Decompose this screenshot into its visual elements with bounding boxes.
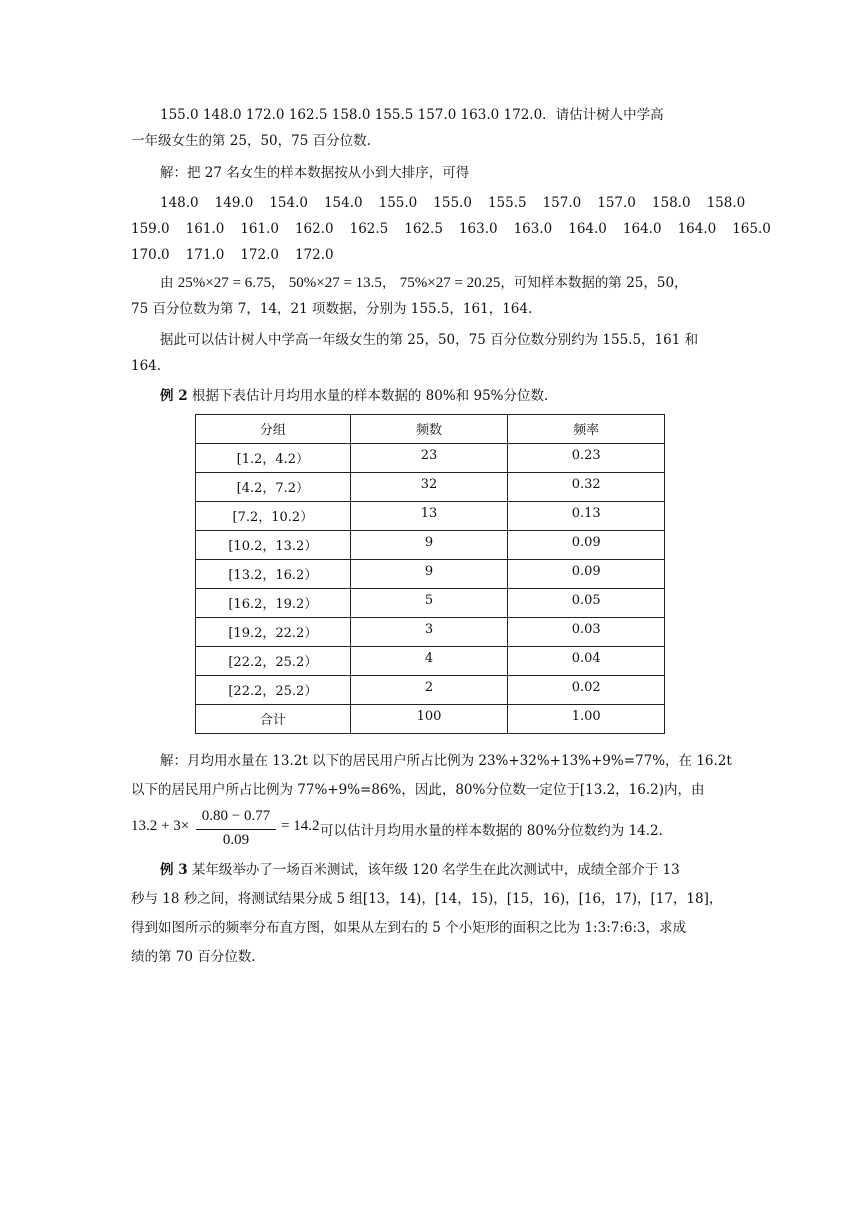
table-cell: 0.09 — [508, 531, 665, 560]
table-cell: [1.2，4.2） — [196, 444, 351, 473]
example3-line-4: 绩的第 70 百分位数. — [131, 949, 256, 965]
percentile-calculation-line: 由 25%×27 = 6.75， 50%×27 = 13.5， 75%×27 = 20.25，可知样本数据的第 25，50， — [160, 275, 688, 291]
example3-label: 例 3 — [160, 862, 188, 878]
sorted-value: 154.0 — [323, 195, 363, 211]
solution2-line-1: 解：月均用水量在 13.2t 以下的居民用户所占比例为 23%+32%+13%+9%=77%，在 16.2t — [160, 753, 732, 769]
frequency-table — [195, 414, 665, 734]
sorted-value: 157.0 — [542, 195, 582, 211]
example3-line-1 — [160, 860, 760, 880]
table-row — [196, 647, 665, 676]
sorted-value: 161.0 — [240, 221, 279, 237]
table-cell: 23 — [350, 444, 508, 473]
example2-heading — [160, 386, 760, 406]
sorted-value: 172.0 — [240, 247, 279, 263]
sorted-value: 165.0 — [732, 221, 771, 237]
formula-denominator: 0.09 — [222, 832, 250, 848]
table-cell: 0.32 — [508, 473, 665, 502]
table-cell: 0.13 — [508, 502, 665, 531]
problem1-question-line: 一年级女生的第 25，50，75 百分位数. — [131, 133, 371, 149]
table-cell: 32 — [350, 473, 508, 502]
table-cell: 0.23 — [508, 444, 665, 473]
table-cell: 合计 — [196, 705, 351, 734]
table-cell: 13 — [350, 502, 508, 531]
calc-suffix: ，可知样本数据的第 25，50， — [500, 275, 688, 291]
sorted-value: 164.0 — [568, 221, 607, 237]
sorted-value: 158.0 — [706, 195, 746, 211]
table-cell: 1.00 — [508, 705, 665, 734]
table-cell: 0.09 — [508, 560, 665, 589]
table-cell: [22.2，25.2） — [196, 647, 351, 676]
formula-right: = 14.2 — [281, 818, 320, 834]
table-cell: 2 — [350, 676, 508, 705]
table-cell: 5 — [350, 589, 508, 618]
formula-left: 13.2 + 3× — [131, 818, 190, 834]
sorted-value: 154.0 — [269, 195, 308, 211]
sorted-value: 155.0 — [378, 195, 418, 211]
example3-line-2: 秒与 18 秒之间，将测试结果分成 5 组[13，14)，[14，15)，[15，16)，[16，17)，[17，18]， — [131, 891, 723, 907]
table-cell: 9 — [350, 531, 508, 560]
conclusion1-line-1: 据此可以估计树人中学高一年级女生的第 25，50，75 百分位数分别约为 155.5，161 和 — [160, 332, 699, 348]
percentile-result-line: 75 百分位数为第 7，14，21 项数据，分别为 155.5，161，164. — [131, 301, 533, 317]
formula-numerator: 0.80 − 0.77 — [201, 808, 271, 824]
sorted-data-row-3 — [131, 245, 731, 265]
table-row — [196, 560, 665, 589]
calc-75: 75%×27 = 20.25 — [399, 275, 501, 291]
sorted-value: 149.0 — [214, 195, 254, 211]
solution1-intro: 解：把 27 名女生的样本数据按从小到大排序，可得 — [160, 165, 470, 181]
table-row — [196, 531, 665, 560]
table-cell: 3 — [350, 618, 508, 647]
table-cell: [4.2，7.2） — [196, 473, 351, 502]
sorted-value: 158.0 — [651, 195, 691, 211]
table-cell: 100 — [350, 705, 508, 734]
table-total-row — [196, 705, 665, 734]
sorted-value: 162.5 — [349, 221, 389, 237]
table-cell: 0.03 — [508, 618, 665, 647]
table-cell: 0.02 — [508, 676, 665, 705]
table-row — [196, 589, 665, 618]
sorted-value: 155.0 — [433, 195, 472, 211]
solution2-line-2: 以下的居民用户所占比例为 77%+9%=86%，因此，80%分位数一定位于[13.2，16.2)内，由 — [131, 782, 705, 798]
example3-line-3: 得到如图所示的频率分布直方图，如果从左到右的 5 个小矩形的面积之比为 1:3:7:6:3，求成 — [131, 920, 687, 936]
table-cell: [10.2，13.2） — [196, 531, 351, 560]
sorted-value: 155.5 — [487, 195, 527, 211]
formula-fraction-bar — [196, 829, 276, 830]
table-cell: [7.2，10.2） — [196, 502, 351, 531]
table-row — [196, 444, 665, 473]
sorted-value: 159.0 — [131, 221, 170, 237]
sorted-value: 171.0 — [185, 247, 225, 263]
sorted-value: 162.5 — [404, 221, 443, 237]
sorted-value: 162.0 — [294, 221, 334, 237]
sorted-value: 172.0 — [294, 247, 334, 263]
table-cell: [13.2，16.2） — [196, 560, 351, 589]
table-cell: 0.04 — [508, 647, 665, 676]
calc-50: 50%×27 = 13.5 — [288, 275, 382, 291]
sorted-data-row-2 — [131, 219, 771, 239]
table-cell: [19.2，22.2） — [196, 618, 351, 647]
table-row — [196, 676, 665, 705]
table-header-row — [196, 415, 665, 444]
sorted-value: 148.0 — [160, 195, 199, 211]
problem1-data-line: 155.0 148.0 172.0 162.5 158.0 155.5 157.0 163.0 172.0．请估计树人中学高 — [160, 107, 664, 123]
table-cell: [16.2，19.2） — [196, 589, 351, 618]
table-cell: 0.05 — [508, 589, 665, 618]
table-cell: 4 — [350, 647, 508, 676]
sorted-value: 163.0 — [458, 221, 498, 237]
sorted-value: 163.0 — [513, 221, 553, 237]
example2-label: 例 2 — [160, 388, 188, 404]
sorted-value: 161.0 — [185, 221, 225, 237]
table-row — [196, 502, 665, 531]
conclusion1-line-2: 164. — [131, 358, 162, 374]
table-row — [196, 473, 665, 502]
table-header-cell: 分组 — [196, 415, 351, 444]
calc-prefix: 由 — [160, 275, 174, 291]
table-cell: [22.2，25.2） — [196, 676, 351, 705]
sorted-value: 164.0 — [677, 221, 717, 237]
sorted-data-row-1 — [160, 193, 760, 213]
sorted-value: 164.0 — [622, 221, 662, 237]
example3-text: 某年级举办了一场百米测试，该年级 120 名学生在此次测试中，成绩全部介于 13 — [191, 862, 680, 878]
solution2-tail: 可以估计月均用水量的样本数据的 80%分位数约为 14.2. — [320, 823, 663, 839]
table-row — [196, 618, 665, 647]
table-header-cell: 频数 — [350, 415, 508, 444]
calc-25: 25%×27 = 6.75 — [177, 275, 271, 291]
table-header-cell: 频率 — [508, 415, 665, 444]
sorted-value: 170.0 — [131, 247, 170, 263]
example2-text: 根据下表估计月均用水量的样本数据的 80%和 95%分位数. — [191, 388, 549, 404]
sorted-value: 157.0 — [597, 195, 636, 211]
table-cell: 9 — [350, 560, 508, 589]
